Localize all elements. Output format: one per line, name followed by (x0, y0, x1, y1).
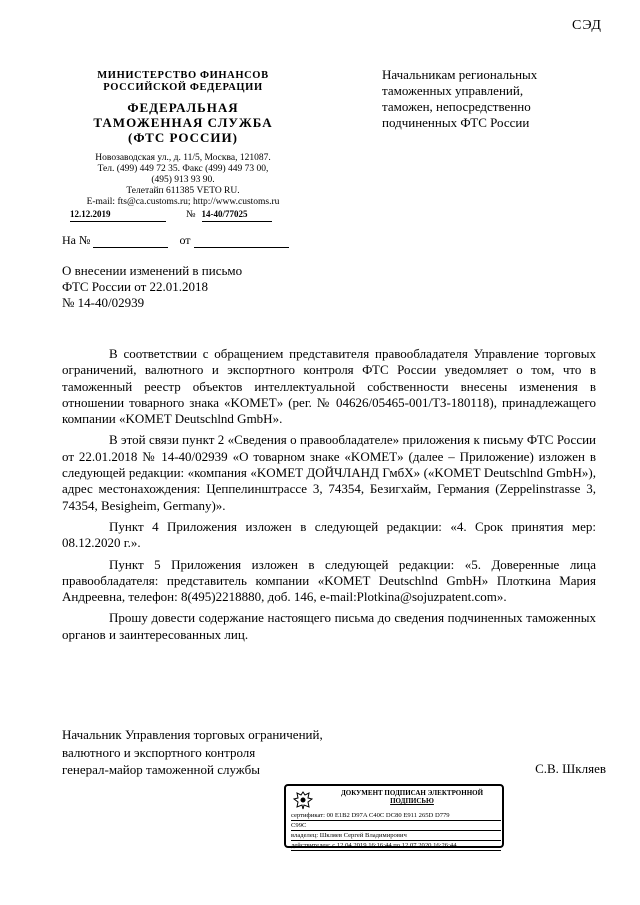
addressee-line-4: подчиненных ФТС России (382, 115, 530, 130)
number-label: № (186, 209, 196, 220)
subject-line-1: О внесении изменений в письмо (62, 263, 243, 278)
ministry-line-2: РОССИЙСКОЙ ФЕДЕРАЦИИ (103, 82, 263, 93)
subject-line-3: № 14-40/02939 (62, 295, 145, 310)
body-paragraph: Пункт 5 Приложения изложен в следующей редакции: «5. Доверенные лица правообладателя: представитель компании «KOMET Deutschlnd GmbH» Плоткина Мария Андреевна, телефон: 8(495)2218880, доб. 146, e-mail:Plotkina@sojuzpatent.com». (62, 556, 596, 605)
service-line-2: ТАМОЖЕННАЯ СЛУЖБА (93, 115, 273, 130)
body-paragraph: Пункт 4 Приложения изложен в следующей редакции: «4. Срок принятия мер: 08.12.2020 г.». (62, 518, 596, 551)
certificate-line-2: C99C (291, 821, 501, 831)
body-paragraph: В этой связи пункт 2 «Сведения о правообладателе» приложения к письму ФТС России от 22.01.2018 № 14-40/02939 «О товарном знаке «KOMET» (далее – Приложение) изложен в следующей редакции: «компания «KOMET ДОЙЧЛАНД ГмбХ» («KOMET Deutschlnd GmbH»), адрес местонахождения: Цеппелинштрассе 3, 74354, Безигхайм, Германия (Zeppelinstrasse 3, 74354, Besigheim, Germany)». (62, 432, 596, 513)
addressee-line-1: Начальникам региональных (382, 67, 538, 82)
service-line-3: (ФТС РОССИИ) (128, 130, 238, 145)
address-line-4: Телетайп 611385 VETO RU. (126, 186, 240, 196)
stamp-title-line-1: ДОКУМЕНТ ПОДПИСАН ЭЛЕКТРОННОЙ (340, 789, 484, 797)
subject-line-2: ФТС России от 22.01.2018 (62, 279, 209, 294)
owner-line: владелец: Шкляев Сергей Владимирович (291, 831, 501, 841)
address-line-3: (495) 913 93 90. (151, 175, 215, 185)
signatory-position (62, 726, 382, 779)
stamp-title (322, 789, 502, 805)
registration-line (70, 209, 272, 222)
registration-date: 12.12.2019 (70, 209, 166, 222)
ref-date-blank (194, 235, 289, 248)
ministry-line-1: МИНИСТЕРСТВО ФИНАНСОВ (97, 70, 269, 81)
electronic-signature-stamp (284, 784, 504, 848)
position-line-3: генерал-майор таможенной службы (62, 762, 260, 777)
position-line-2: валютного и экспортного контроля (62, 744, 256, 760)
stamp-details (291, 811, 501, 851)
body-paragraph: В соответствии с обращением представителя правообладателя Управление торговых ограничений, валютного и экспортного контроля ФТС России уведомляет о том, что в таможенный реестр объектов интеллектуальной собственности внесены изменения в отношении товарного знака «KOMET» (рег. № 04626/05465-001/ТЗ-180118), принадлежащего компании «KOMET Deutschlnd GmbH». (62, 346, 596, 427)
addressee (382, 67, 602, 131)
registration-number: 14-40/77025 (202, 209, 272, 222)
ref-number-blank (93, 235, 168, 248)
address-line-1: Новозаводская ул., д. 11/5, Москва, 121087. (95, 153, 271, 163)
ref-label: На № (62, 233, 91, 247)
reference-line (62, 233, 289, 248)
service-line-1: ФЕДЕРАЛЬНАЯ (127, 100, 239, 115)
stamp-title-line-2: ПОДПИСЬЮ (390, 797, 434, 805)
contact-block (58, 153, 308, 208)
from-label: от (179, 233, 191, 247)
address-line-5: E-mail: fts@ca.customs.ru; http://www.customs.ru (86, 197, 280, 207)
eagle-emblem-icon (292, 789, 314, 811)
validity-line: действителен: с 12.04.2019 16:16:44 по 12.07.2020 16:26:44 (291, 841, 501, 851)
service-name (58, 100, 308, 145)
address-line-2: Тел. (499) 449 72 35. Факс (499) 449 73 00, (97, 164, 269, 174)
letter-body (62, 346, 596, 648)
body-paragraph: Прошу довести содержание настоящего письма до сведения подчиненных таможенных органов и заинтересованных лиц. (62, 610, 596, 642)
position-line-1: Начальник Управления торговых ограничений, (62, 727, 323, 742)
addressee-line-3: таможен, непосредственно (382, 99, 531, 114)
certificate-line-1: сертификат: 00 E1B2 D97A C40C DC80 E911 265D D779 (291, 811, 501, 821)
letterhead (58, 70, 308, 208)
subject (62, 263, 322, 311)
sed-marker: СЭД (572, 18, 602, 33)
signatory-name: С.В. Шкляев (535, 761, 606, 776)
addressee-line-2: таможенных управлений, (382, 83, 524, 98)
